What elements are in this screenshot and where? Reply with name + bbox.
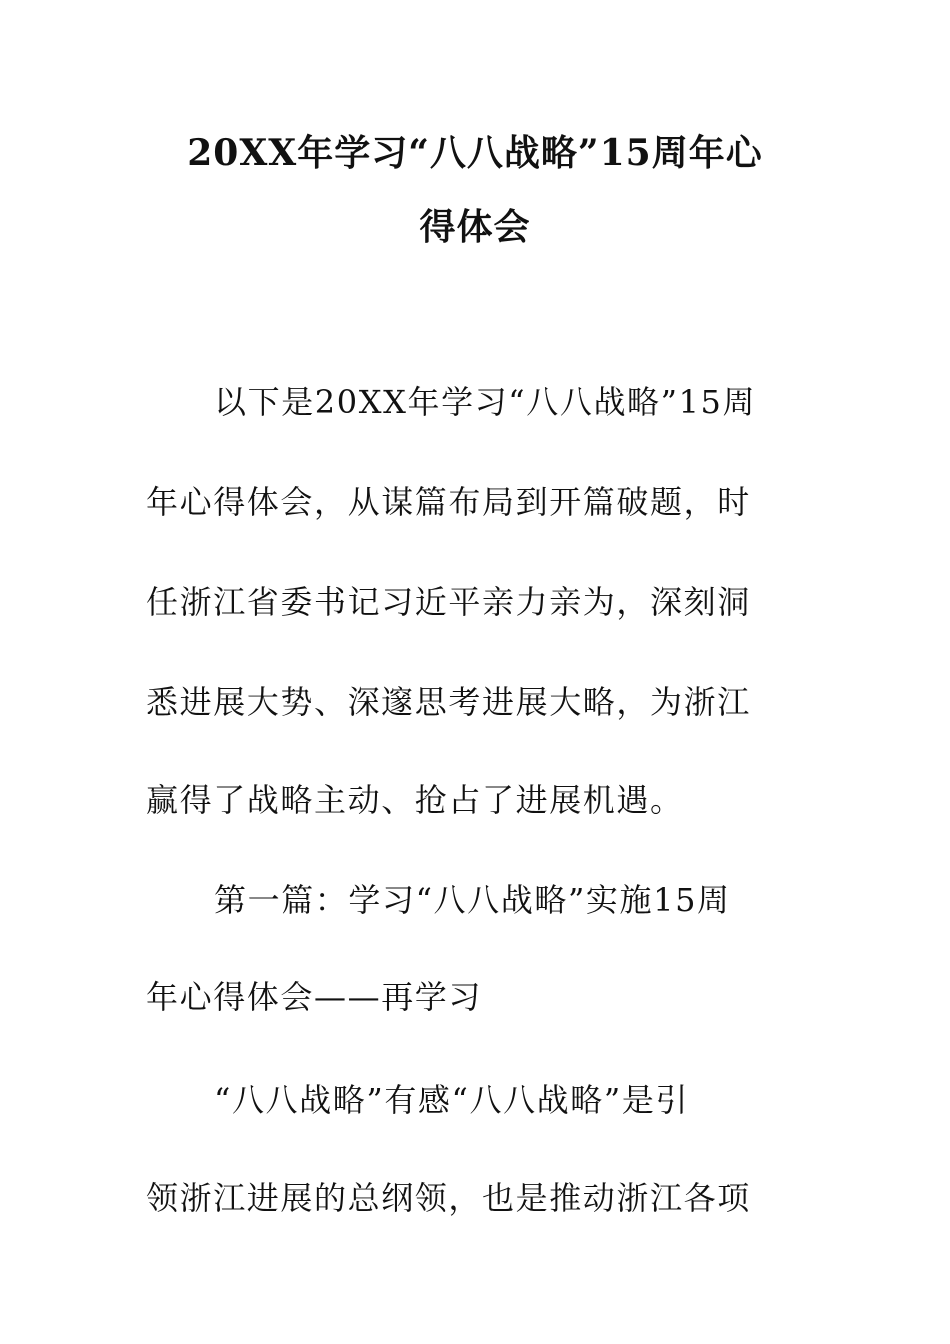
paragraph-line-2: 年心得体会，从谋篇布局到开篇破题，时	[146, 483, 751, 521]
paragraph-line-6: 第一篇：学习“八八战略”实施15周	[214, 881, 731, 919]
paragraph-line-9: 领浙江进展的总纲领，也是推动浙江各项	[146, 1179, 751, 1217]
paragraph-line-7: 年心得体会——再学习	[146, 978, 483, 1016]
paragraph-line-3: 任浙江省委书记习近平亲力亲为，深刻洞	[146, 583, 751, 621]
document-title-line-1: 20XX年学习“八八战略”15周年心	[187, 132, 763, 174]
document-title-line-2: 得体会	[419, 206, 531, 248]
paragraph-line-5: 赢得了战略主动、抢占了进展机遇。	[146, 781, 684, 819]
paragraph-line-1: 以下是20XX年学习“八八战略”15周	[214, 383, 757, 421]
paragraph-line-4: 悉进展大势、深邃思考进展大略，为浙江	[146, 683, 751, 721]
paragraph-line-8: “八八战略”有感“八八战略”是引	[214, 1081, 690, 1119]
